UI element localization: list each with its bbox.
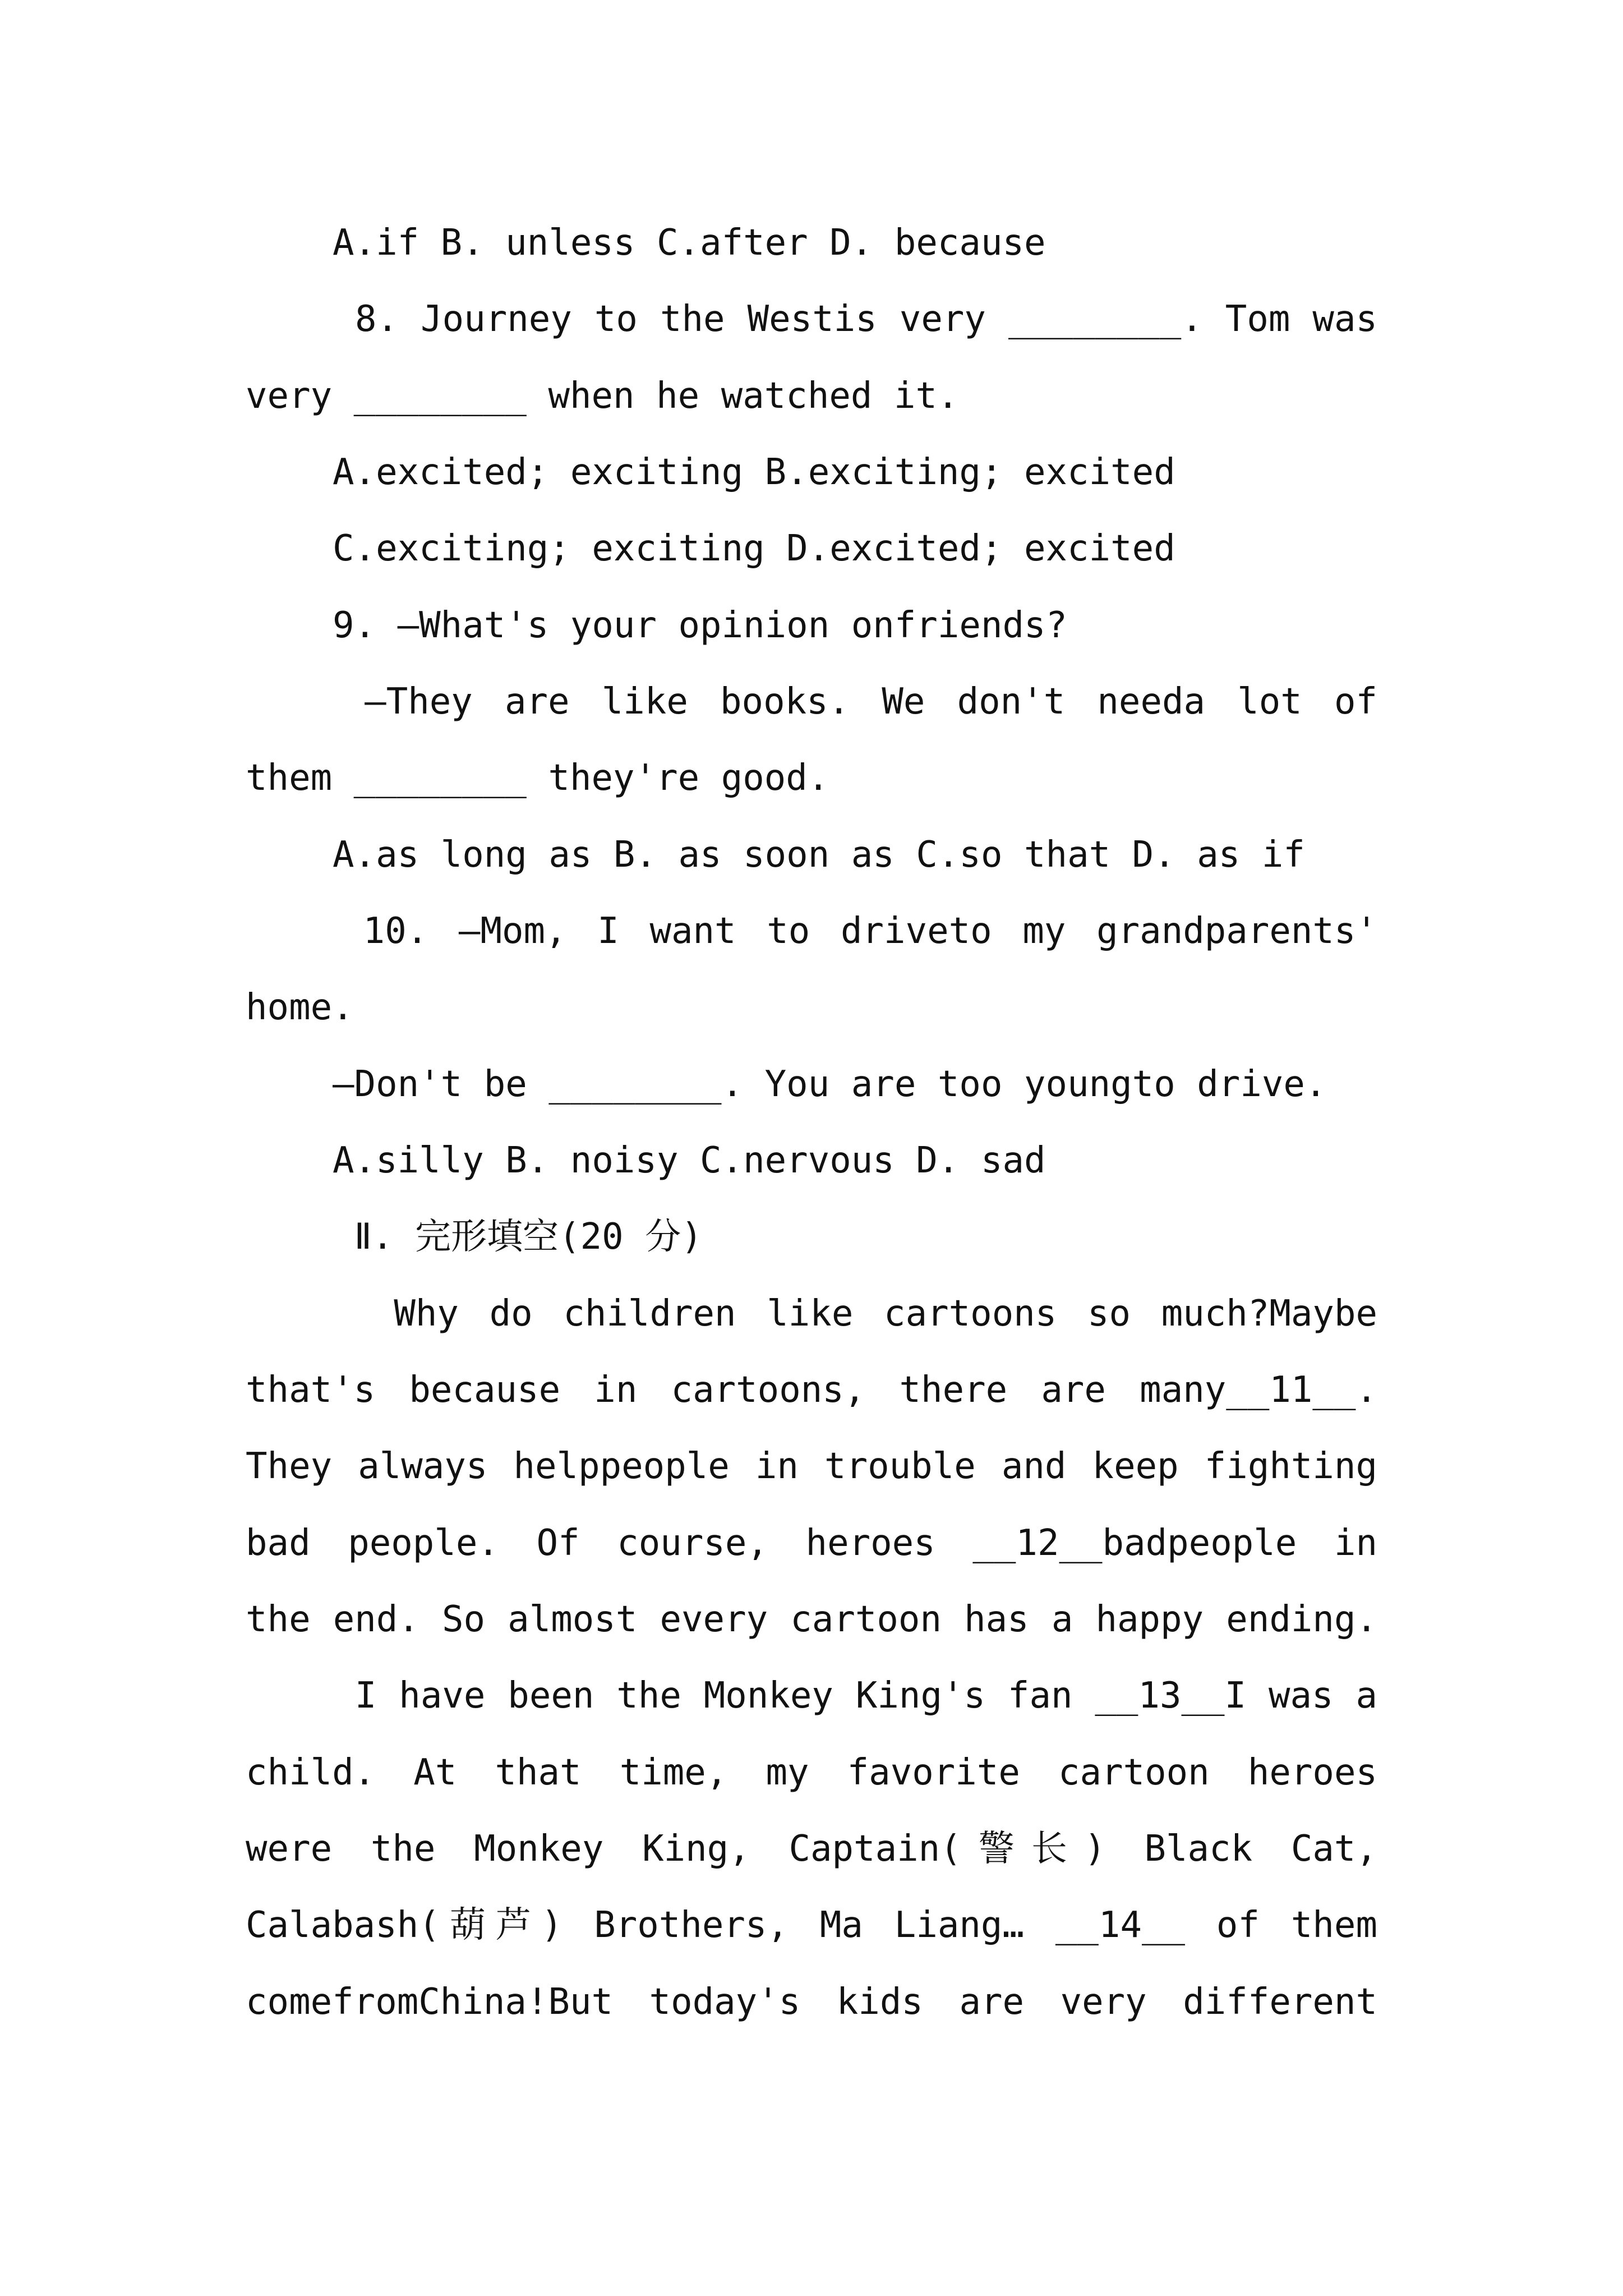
text-line: —They are like books. We don't needa lot of xyxy=(333,681,1377,723)
text-line: child. At that time, my favorite cartoon heroes xyxy=(246,1752,1377,1793)
text-line: were the Monkey King, Captain(警长) Black Cat, xyxy=(246,1828,1377,1870)
text-line: A.excited; exciting B.exciting; excited xyxy=(333,452,1175,493)
text-line: home. xyxy=(246,987,354,1028)
text-line: A.silly B. noisy C.nervous D. sad xyxy=(333,1140,1046,1181)
text-line: 9. —What's your opinion onfriends? xyxy=(333,605,1068,646)
text-line: They always helppeople in trouble and keep fighting xyxy=(246,1446,1377,1487)
text-line: 8. Journey to the Westis very ________. Tom was xyxy=(333,298,1377,340)
text-line: I have been the Monkey King's fan __13__I was a xyxy=(333,1675,1377,1717)
text-line: A.if B. unless C.after D. because xyxy=(333,222,1046,264)
text-line: the end. So almost every cartoon has a happy ending. xyxy=(246,1599,1377,1640)
text-line: them ________ they're good. xyxy=(246,757,829,799)
text-line: bad people. Of course, heroes __12__badpeople in xyxy=(246,1522,1377,1564)
text-line: comefromChina!But today's kids are very different xyxy=(246,1981,1377,2023)
text-line: C.exciting; exciting D.excited; excited xyxy=(333,528,1175,569)
section-heading: Ⅱ. 完形填空(20 分) xyxy=(333,1216,703,1258)
text-line: Why do children like cartoons so much?Maybe xyxy=(333,1293,1377,1335)
text-line: A.as long as B. as soon as C.so that D. as if xyxy=(333,834,1305,876)
text-line: very ________ when he watched it. xyxy=(246,375,959,417)
text-line: —Don't be ________. You are too youngto drive. xyxy=(333,1064,1327,1105)
text-line: Calabash(葫芦) Brothers, Ma Liang… __14__ of them xyxy=(246,1904,1377,1946)
text-line: 10. —Mom, I want to driveto my grandparents' xyxy=(333,910,1377,952)
text-line: that's because in cartoons, there are many__11__. xyxy=(246,1369,1377,1411)
